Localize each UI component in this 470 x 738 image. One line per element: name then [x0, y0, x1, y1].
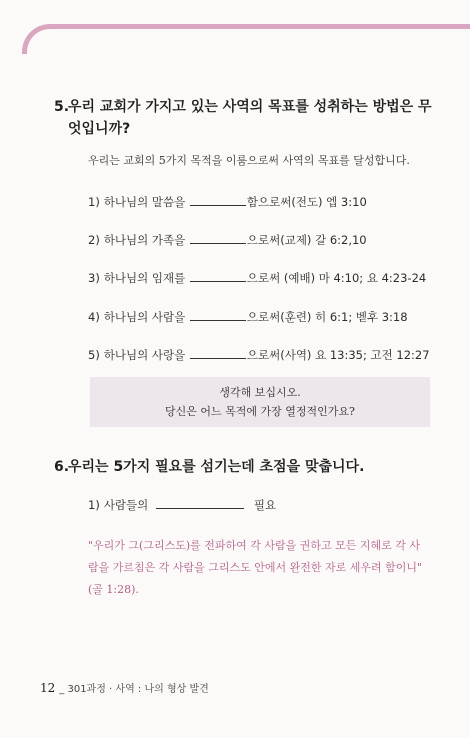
item-prefix: 사람들의 — [103, 498, 149, 512]
item-number: 4) — [88, 310, 100, 324]
section5-heading — [54, 96, 438, 140]
item-number: 5) — [88, 348, 100, 362]
fill-in-blank[interactable] — [190, 194, 246, 206]
item-number: 3) — [88, 271, 100, 285]
item-number: 2) — [88, 233, 100, 247]
reflection-line-2: 당신은 어느 목적에 가장 열정적인가요? — [165, 405, 355, 418]
item-suffix: 함으로써(전도) 엡 3:10 — [246, 195, 367, 209]
footer-course-title: 301과정 · 사역 : 나의 형상 발견 — [67, 684, 209, 695]
item-prefix: 하나님의 사람을 — [103, 310, 186, 324]
item-suffix: 으로써(사역) 요 13:35; 고전 12:27 — [246, 348, 430, 362]
fill-in-blank[interactable] — [190, 270, 246, 282]
item-prefix: 하나님의 사랑을 — [103, 348, 186, 362]
section5-title: 우리 교회가 가지고 있는 사역의 목표를 성취하는 방법은 무엇입니까? — [68, 99, 432, 137]
list-item — [88, 347, 430, 363]
section5-number: 5. — [54, 99, 70, 115]
section6-number: 6. — [54, 459, 70, 475]
item-number: 1) — [88, 195, 100, 209]
item-suffix: 필요 — [253, 498, 277, 512]
item-suffix: 으로써(교제) 갈 6:2,10 — [246, 233, 367, 247]
list-item — [88, 270, 426, 286]
page-number: 12 — [40, 681, 56, 695]
fill-in-blank[interactable] — [190, 309, 246, 321]
item-prefix: 하나님의 가족을 — [103, 233, 186, 247]
item-suffix: 으로써(훈련) 히 6:1; 벧후 3:18 — [246, 310, 408, 324]
section5-intro: 우리는 교회의 5가지 목적을 이룸으로써 사역의 목표를 달성합니다. — [88, 154, 410, 167]
reflection-box — [90, 377, 430, 427]
footer-separator: _ — [59, 684, 65, 695]
list-item — [88, 194, 367, 210]
scripture-quote: "우리가 그(그리스도)를 전파하여 각 사람을 권하고 모든 지혜로 각 사람을 가르침은 각 사람을 그리스도 안에서 완전한 자로 세우려 함이니" (골 1:28). — [88, 539, 423, 596]
page-footer — [40, 680, 209, 695]
reflection-line-1: 생각해 보십시오. — [219, 386, 301, 399]
item-number: 1) — [88, 498, 100, 512]
decorative-top-bar — [22, 24, 470, 54]
fill-in-blank[interactable] — [156, 497, 244, 509]
item-suffix: 으로써 (예배) 마 4:10; 요 4:23-24 — [246, 271, 427, 285]
list-item — [88, 232, 367, 248]
list-item — [88, 309, 408, 325]
item-prefix: 하나님의 말씀을 — [103, 195, 186, 209]
section6-heading — [54, 456, 438, 478]
item-prefix: 하나님의 임재를 — [103, 271, 186, 285]
section6-title: 우리는 5가지 필요를 섬기는데 초점을 맞춥니다. — [68, 459, 365, 475]
fill-in-blank[interactable] — [190, 347, 246, 359]
list-item — [88, 497, 276, 513]
fill-in-blank[interactable] — [190, 232, 246, 244]
